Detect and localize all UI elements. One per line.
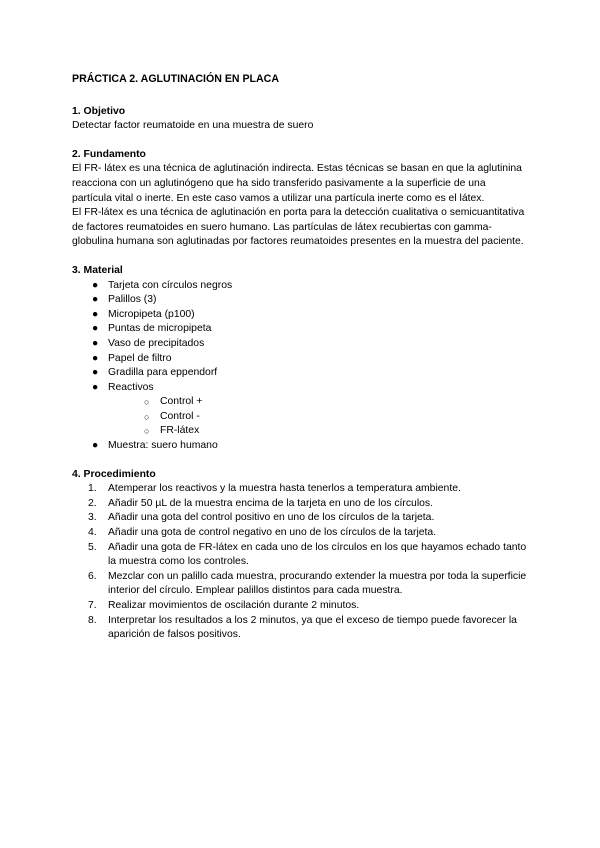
list-item: ● Reactivos ○ Control + ○ Control - ○ FR-látex [92, 381, 528, 439]
bullet-icon: ● [92, 294, 99, 306]
objetivo-text: Detectar factor reumatoide en una muestra de suero [72, 120, 314, 132]
list-item: ● Palillos (3) [92, 293, 528, 308]
list-item: ○ Control + [144, 395, 528, 410]
fundamento-paragraph-1: El FR- látex es una técnica de aglutinación indirecta. Estas técnicas se basan en que la aglutinina reacciona con un aglutinógeno que ha sido transferido pasivamente a la superficie de una partícula vital o inerte. En este caso vamos a utilizar una partícula inerte como es el látex. [72, 163, 522, 204]
bullet-icon: ● [92, 381, 99, 393]
circle-bullet-icon: ○ [144, 397, 150, 408]
bullet-icon: ● [92, 308, 99, 320]
list-item: ● Micropipeta (p100) [92, 308, 528, 323]
fundamento-paragraph-2: El FR-látex es una técnica de aglutinación en porta para la detección cualitativa o semicuantitativa de factores reumatoides en suero humano. Las partículas de látex recubiertas con gamma-globulina humana son aglutinadas por factores reumatoides presentes en la muestra del paciente. [72, 207, 525, 248]
circle-bullet-icon: ○ [144, 426, 150, 437]
material-heading: 3. Material [72, 264, 123, 276]
bullet-icon: ● [92, 367, 99, 379]
list-item: 2. Añadir 50 µL de la muestra encima de la tarjeta en uno de los círculos. [88, 497, 434, 509]
list-item: ● Puntas de micropipeta [92, 322, 528, 337]
list-item: ○ Control - [144, 410, 528, 425]
section-procedimiento [72, 468, 528, 643]
list-item: ○ FR-látex [144, 424, 528, 439]
objetivo-heading: 1. Objetivo [72, 105, 126, 117]
procedimiento-list [72, 482, 528, 643]
list-item: 7. Realizar movimientos de oscilación durante 2 minutos. [88, 600, 360, 611]
list-item: 4. Añadir una gota de control negativo en uno de los círculos de la tarjeta. [88, 527, 437, 539]
circle-bullet-icon: ○ [144, 411, 150, 422]
section-fundamento [72, 148, 528, 250]
bullet-icon: ● [92, 337, 99, 349]
list-item: ● Vaso de precipitados [92, 337, 528, 352]
procedimiento-heading: 4. Procedimiento [72, 468, 156, 480]
page-title: PRÁCTICA 2. AGLUTINACIÓN EN PLACA [72, 73, 279, 85]
list-item: ● Papel de filtro [92, 352, 528, 367]
list-item: 8. Interpretar los resultados a los 2 minutos, ya que el exceso de tiempo puede favorecer la aparición de falsos positivos. [88, 614, 517, 641]
bullet-icon: ● [92, 440, 99, 452]
section-material [72, 264, 528, 454]
list-item: 1. Atemperar los reactivos y la muestra hasta tenerlos a temperatura ambiente. [88, 483, 461, 495]
bullet-icon: ● [92, 323, 99, 335]
bullet-icon: ● [92, 279, 99, 291]
list-item: 3. Añadir una gota del control positivo en uno de los círculos de la tarjeta. [88, 512, 435, 524]
list-item: 5. Añadir una gota de FR-látex en cada uno de los círculos en los que hayamos echado tanto la muestra como los controles. [88, 541, 527, 568]
section-objetivo [72, 105, 528, 134]
list-item: ● Gradilla para eppendorf [92, 366, 528, 381]
material-list [72, 279, 528, 454]
list-item: 6. Mezclar con un palillo cada muestra, procurando extender la muestra por toda la superficie interior del círculo. Emplear palillos distintos para cada muestra. [88, 570, 527, 597]
bullet-icon: ● [92, 352, 99, 364]
fundamento-heading: 2. Fundamento [72, 148, 146, 160]
reactivos-list [108, 395, 528, 439]
document-page [72, 72, 528, 657]
list-item: ● Muestra: suero humano [92, 439, 528, 454]
list-item: ● Tarjeta con círculos negros [92, 279, 528, 294]
